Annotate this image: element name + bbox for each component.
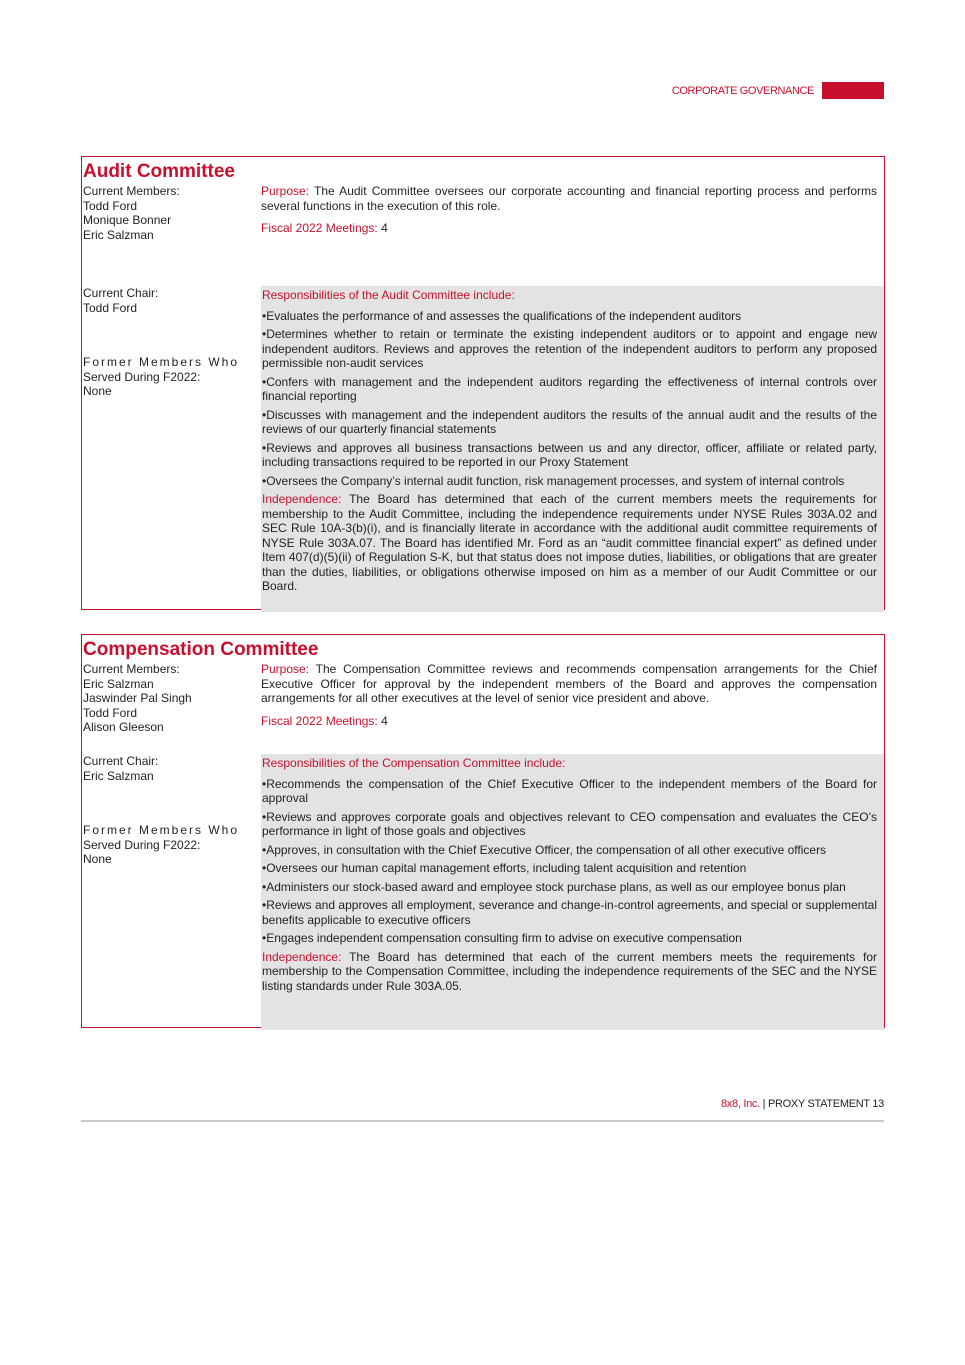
- member-name: Alison Gleeson: [83, 720, 164, 734]
- list-item: •Oversees our human capital management efforts, including talent acquisition and retention: [262, 861, 747, 875]
- footer-divider: [81, 1120, 884, 1122]
- former-members: None: [83, 852, 112, 866]
- former-members: None: [83, 384, 112, 398]
- audit-committee-title: Audit Committee: [83, 161, 235, 182]
- audit-purpose: Purpose: The Audit Committee oversees our corporate accounting and financial reporting process and performs several functions in the execution of this role. Fiscal 2022 Meetings: 4: [261, 184, 877, 235]
- compensation-meetings: Fiscal 2022 Meetings: 4: [261, 713, 388, 728]
- member-name: Jaswinder Pal Singh: [83, 691, 192, 705]
- member-name: Todd Ford: [83, 705, 138, 720]
- audit-independence: Independence: The Board has determined that each of the current members meets the requirements for membership to the Audit Committee, including the independence requirements under NYSE Rules 303A.02 and SEC Rule 10A-3(b)(i), and is financially literate in accordance with the additional audit committee requirements of NYSE Rule 303A.07. The Board has identified Mr. Ford as an “audit committee financial expert” as defined under Item 407(d)(5)(ii) of Regulation S-K, but that status does not impose duties, liabilities, or obligations that are greater than the duties, liabilities, or obligations otherwise imposed on him as a member of our Audit Committee or our Board.: [262, 492, 878, 593]
- company-name: 8x8, Inc.: [720, 1098, 760, 1110]
- chair-name: Todd Ford: [83, 300, 138, 315]
- list-item: •Oversees the Company’s internal audit function, risk management processes, and system of internal controls: [262, 473, 845, 488]
- doc-page-label: PROXY STATEMENT 13: [767, 1098, 884, 1110]
- list-item: •Determines whether to retain or terminate the existing independent auditors or to appoint and engage new independent auditors. Reviews and approves the retention of the independent auditors to perform any proposed permissible non-audit services: [262, 327, 877, 370]
- member-name: Monique Bonner: [83, 213, 172, 227]
- compensation-members: Current Members: Eric Salzman Jaswinder Pal Singh Todd Ford Alison Gleeson: [82, 662, 261, 754]
- list-item: •Confers with management and the independent auditors regarding the effectiveness of internal controls over financial reporting: [262, 374, 877, 403]
- list-item: •Recommends the compensation of the Chief Executive Officer to the independent members of the Board for approval: [262, 776, 877, 805]
- page-header: [672, 82, 884, 99]
- compensation-chair-info: Current Chair: Eric Salzman Former Members Who Served During F2022: None: [82, 754, 261, 1030]
- list-item: •Evaluates the performance of and assesses the qualifications of the independent auditors: [262, 308, 742, 323]
- member-name: Eric Salzman: [83, 676, 154, 691]
- compensation-committee-box: [81, 634, 885, 1028]
- list-item: •Engages independent compensation consulting firm to advise on executive compensation: [262, 931, 742, 945]
- list-item: •Reviews and approves all employment, severance and change-in-control agreements, and special or supplemental benefits applicable to executive officers: [262, 898, 877, 927]
- member-name: Todd Ford: [83, 198, 138, 213]
- header-accent-bar: [822, 82, 884, 99]
- compensation-committee-title: Compensation Committee: [83, 639, 319, 660]
- list-item: •Reviews and approves corporate goals and objectives relevant to CEO compensation and evaluates the CEO’s performance in light of those goals and objectives: [262, 809, 877, 838]
- list-item: •Approves, in consultation with the Chief Executive Officer, the compensation of all other executive officers: [262, 842, 827, 857]
- audit-chair-info: Current Chair: Todd Ford Former Members Who Served During F2022: None: [82, 286, 261, 612]
- compensation-purpose: Purpose: The Compensation Committee reviews and recommends compensation arrangements for the Chief Executive Officer for approval by the independent members of the Board and approves the compensation arrangements for all other executives at the level of senior vice president and above. Fiscal 2022 Meetings: 4: [261, 662, 877, 728]
- page-footer: 8x8, Inc. | PROXY STATEMENT 13: [720, 1098, 884, 1110]
- member-name: Eric Salzman: [83, 227, 154, 242]
- compensation-responsibilities: Responsibilities of the Compensation Committee include: •Recommends the compensation of the Chief Executive Officer to the independent members of the Board for approval •Reviews and approves corporate goals and objectives relevant to CEO compensation and evaluates the CEO’s performance in light of those goals and objectives •Approves, in consultation with the Chief Executive Officer, the compensation of all other executive officers •Oversees our human capital management efforts, including talent acquisition and retention •Administers our stock-based award and employee stock purchase plans, as well as our employee bonus plan •Reviews and approves all employment, severance and change-in-control agreements, and special or supplemental benefits applicable to executive officers •Engages independent compensation consulting firm to advise on executive compensation Independence: The Board has determined that each of the current members meets the requirements for membership to the Compensation Committee, including the independence requirements of the SEC and the NYSE listing standards under Rule 303A.05.: [261, 754, 884, 1030]
- compensation-independence: Independence: The Board has determined that each of the current members meets the requirements for membership to the Compensation Committee, including the independence requirements of the SEC and the NYSE listing standards under Rule 303A.05.: [262, 949, 878, 993]
- audit-committee-box: [81, 156, 885, 610]
- section-label: CORPORATE GOVERNANCE: [671, 84, 814, 97]
- list-item: •Discusses with management and the independent auditors the results of the annual audit and the results of the reviews of our quarterly financial statements: [262, 407, 877, 436]
- chair-name: Eric Salzman: [83, 768, 154, 783]
- list-item: •Reviews and approves all business transactions between us and any director, officer, affiliate or related party, including transactions required to be reported in our Proxy Statement: [262, 440, 877, 469]
- list-item: •Administers our stock-based award and employee stock purchase plans, as well as our employee bonus plan: [262, 879, 846, 894]
- audit-meetings: Fiscal 2022 Meetings: 4: [261, 221, 388, 235]
- audit-responsibilities: Responsibilities of the Audit Committee include: •Evaluates the performance of and assesses the qualifications of the independent auditors •Determines whether to retain or terminate the existing independent auditors or to appoint and engage new independent auditors. Reviews and approves the retention of the independent auditors to perform any proposed permissible non-audit services •Confers with management and the independent auditors regarding the effectiveness of internal controls over financial reporting •Discusses with management and the independent auditors the results of the annual audit and the results of the reviews of our quarterly financial statements •Reviews and approves all business transactions between us and any director, officer, affiliate or related party, including transactions required to be reported in our Proxy Statement •Oversees the Company’s internal audit function, risk management processes, and system of internal controls Independence: The Board has determined that each of the current members meets the requirements for membership to the Audit Committee, including the independence requirements under NYSE Rules 303A.02 and SEC Rule 10A-3(b)(i), and is financially literate in accordance with the additional audit committee requirements of NYSE Rule 303A.07. The Board has identified Mr. Ford as an “audit committee financial expert” as defined under Item 407(d)(5)(ii) of Regulation S-K, but that status does not impose duties, liabilities, or obligations that are greater than the duties, liabilities, or obligations otherwise imposed on him as a member of our Audit Committee or our Board.: [261, 286, 884, 612]
- audit-members: Current Members: Todd Ford Monique Bonner Eric Salzman: [82, 184, 261, 286]
